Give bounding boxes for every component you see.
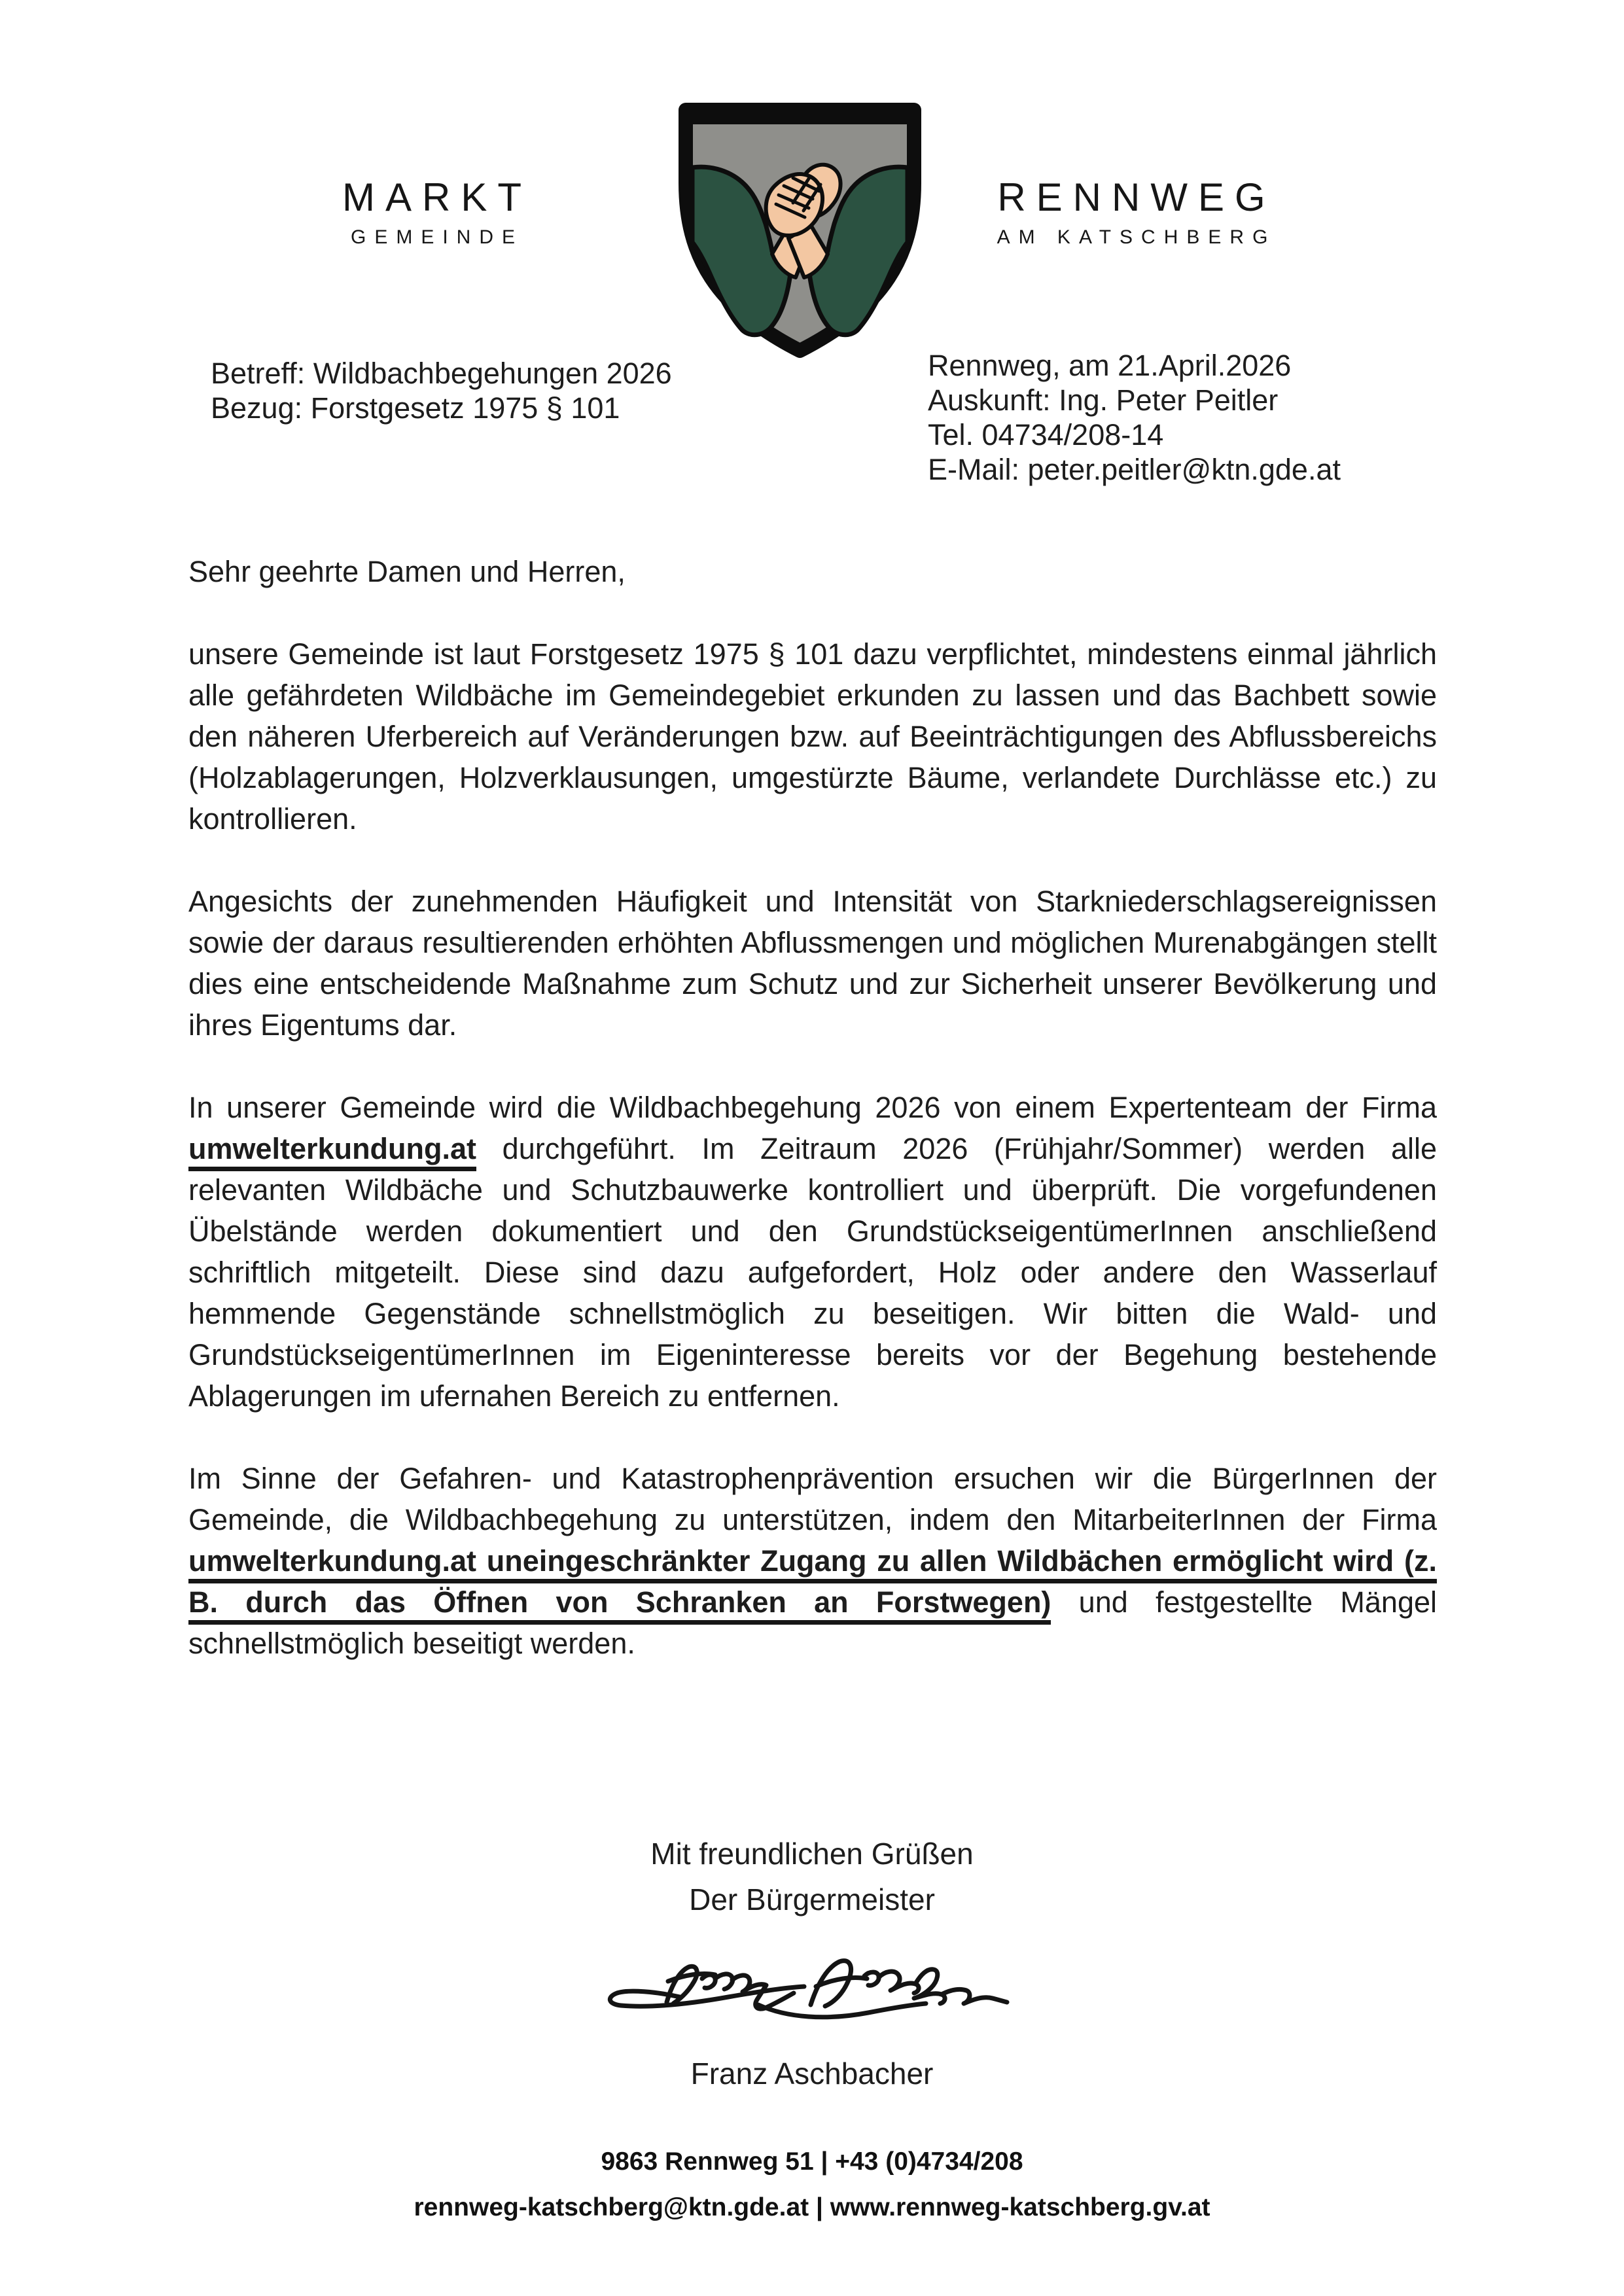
email-line: E-Mail: peter.peitler@ktn.gde.at xyxy=(928,453,1341,486)
paragraph-3-text: In unserer Gemeinde wird die Wildbachbegehung 2026 von einem Expertenteam der Firma xyxy=(188,1091,1437,1124)
header-right-subtitle: AM KATSCHBERG xyxy=(997,226,1277,248)
header-right-label xyxy=(997,175,1277,248)
company-highlight: umwelterkundung.at xyxy=(188,1132,476,1171)
contact-person-line: Auskunft: Ing. Peter Peitler xyxy=(928,383,1279,417)
paragraph-3 xyxy=(188,1087,1437,1417)
place-date-line: Rennweg, am 21.April.2026 xyxy=(928,349,1292,382)
header-right-title: RENNWEG xyxy=(997,175,1276,219)
phone-line: Tel. 04734/208-14 xyxy=(928,418,1164,451)
shield-clasped-hands-icon xyxy=(674,99,926,362)
header-left-title: MARKT xyxy=(342,175,532,219)
closing-greeting: Mit freundlichen Grüßen xyxy=(650,1837,974,1871)
municipality-coat-of-arms xyxy=(674,99,926,362)
handwritten-signature-icon xyxy=(603,1941,1021,2039)
footer-address-phone: 9863 Rennweg 51 | +43 (0)4734/208 xyxy=(601,2147,1023,2176)
paragraph-1: unsere Gemeinde ist laut Forstgesetz 1975 § 101 dazu verpflichtet, mindestens einmal jährlich alle gefährdeten Wildbäche im Gemeindegebiet erkunden zu lassen und das Bachbett sowie den näheren Uferbereich auf Veränderungen bzw. auf Beeinträchtigungen des Abflussbereichs (Holzablagerungen, Holzverklausungen, umgestürzte Bäume, verlandete Durchlässe etc.) zu kontrollieren. xyxy=(188,637,1437,836)
paragraph-4 xyxy=(188,1458,1437,1664)
company-access-highlight: umwelterkundung.at uneingeschränkter Zugang zu allen Wildbächen ermöglicht wird (z. B. durch das Öffnen von Schranken an Forstwegen) xyxy=(188,1544,1437,1625)
paragraph-3-text: durchgeführt. Im Zeitraum 2026 (Frühjahr/Sommer) werden alle relevanten Wildbäche und Schutzbauwerke kontrolliert und überprüft. Die vorgefundenen Übelstände werden dokumentiert und den GrundstückseigentümerInnen anschließend schriftlich mitgeteilt. Diese sind dazu aufgefordert, Holz oder andere den Wasserlauf hemmende Gegenstände schnellstmöglich zu beseitigen. Wir bitten die Wald- und GrundstückseigentümerInnen im Eigeninteresse bereits vor der Begehung bestehende Ablagerungen im ufernahen Bereich zu entfernen. xyxy=(188,1132,1437,1413)
reference-line: Bezug: Forstgesetz 1975 § 101 xyxy=(211,391,620,425)
paragraph-2: Angesichts der zunehmenden Häufigkeit und Intensität von Starkniederschlagsereignissen sowie der daraus resultierenden erhöhten Abflussmengen und möglichen Murenabgängen stellt dies eine entscheidende Maßnahme zum Schutz und zur Sicherheit unserer Bevölkerung und ihres Eigentums dar. xyxy=(188,885,1437,1042)
paragraph-4-text: Im Sinne der Gefahren- und Katastrophenprävention ersuchen wir die BürgerInnen der Gemeinde, die Wildbachbegehung zu unterstützen, indem den MitarbeiterInnen der Firma xyxy=(188,1462,1437,1536)
closing-role: Der Bürgermeister xyxy=(689,1882,935,1916)
footer-email-web: rennweg-katschberg@ktn.gde.at | www.rennweg-katschberg.gv.at xyxy=(414,2193,1210,2221)
signatory-name: Franz Aschbacher xyxy=(690,2057,934,2091)
footer-block xyxy=(0,2147,1624,2222)
reference-block xyxy=(211,356,672,425)
header-left-subtitle: GEMEINDE xyxy=(350,226,524,248)
closing-block xyxy=(0,1831,1624,2096)
letter-body xyxy=(188,551,1437,1705)
header-left-label xyxy=(342,175,532,248)
paragraph-4-text: und festgestellte Mängel schnellstmöglich beseitigt werden. xyxy=(188,1585,1437,1660)
subject-line: Betreff: Wildbachbegehungen 2026 xyxy=(211,357,672,390)
salutation: Sehr geehrte Damen und Herren, xyxy=(188,555,626,588)
contact-block xyxy=(928,348,1341,487)
